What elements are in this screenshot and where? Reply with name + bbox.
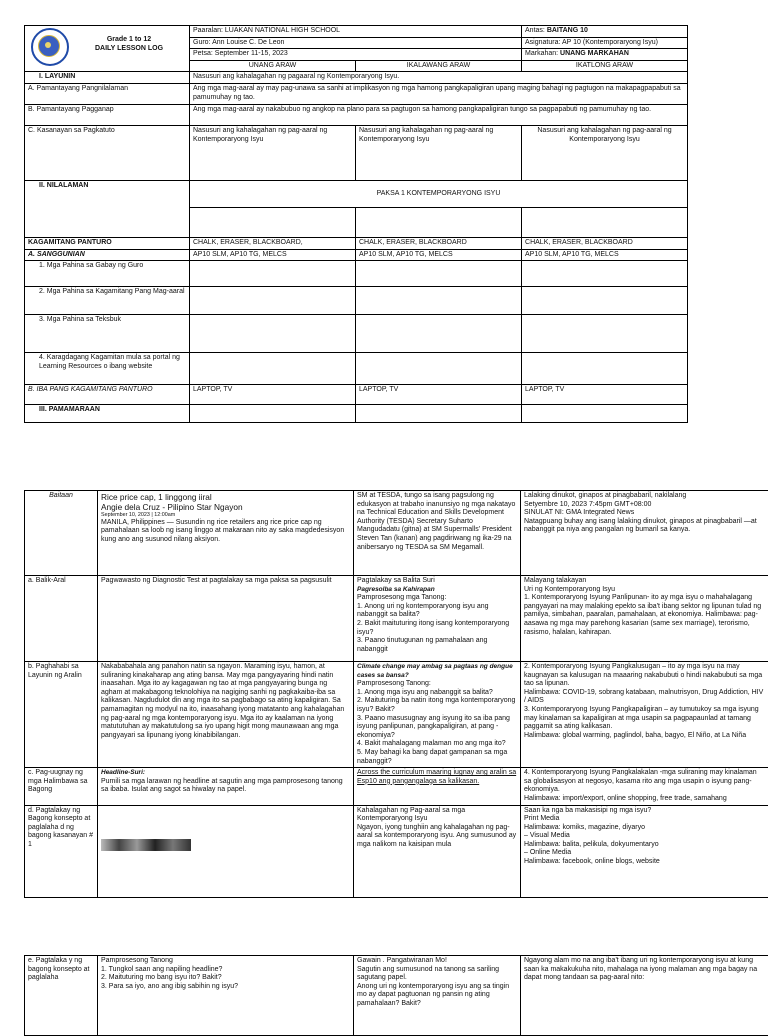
iba-day3: LAPTOP, TV bbox=[522, 385, 688, 405]
grade-title: Grade 1 to 12 bbox=[69, 36, 189, 45]
pagtalakay-label: d. Pagtalakay ng Bagong konsepto at paglalaha d ng bagong kasanayan # 1 bbox=[25, 805, 98, 897]
pag-uugnay-day3: 4. Kontemporaryong Isyung Pangkalakalan -mga suliraning may kinalaman sa globalisasyon at negosyo, kasama rito ang mga usapin o isyung pang-ekonomiya. Halimbawa: import/export, online shopping, free trade, samahang bbox=[521, 768, 768, 805]
pagtalakay-2-label: e. Pagtalaka y ng bagong konsepto at paglalaha bbox=[25, 956, 98, 1036]
karagdagang-day2 bbox=[356, 353, 522, 385]
pagganap-label: B. Pamantayang Pagganap bbox=[25, 104, 190, 125]
pangnilalaman-label: A. Pamantayang Pangnilalaman bbox=[25, 83, 190, 104]
pagtalakay-2-day1: Pamprosesong Tanong 1. Tungkol saan ang napiling headline? 2. Maituturing mo bang isyu ito? Bakit? 3. Para sa iyo, ano ang ibig sabihin ng isyu? bbox=[98, 956, 354, 1036]
sanggunian-day1: AP10 SLM, AP10 TG, MELCS bbox=[190, 249, 356, 261]
paksa-title: PAKSA 1 KONTEMPORARYONG ISYU bbox=[190, 180, 688, 207]
nilalaman-label: II. NILALAMAN bbox=[25, 180, 190, 237]
balik-aral-day3: Malayang talakayan Uri ng Kontemporaryong Isyu 1. Kontemporaryong Isyung Panlipunan- ito ay mga isyu o mahahalagang pangyayari na may malaking epekto sa iba't ibang sektor ng lipunan tulad ng pamilya, simbahan, paaralan, pamahalaan, at ekonomiya. Halimbawa: pag-aasawa ng mga may parehong kasarian (same sex marriage), terorismo, rasismo, halalan, kahirapan. bbox=[521, 576, 768, 662]
pagtalakay-day1 bbox=[98, 805, 354, 897]
iba-day2: LAPTOP, TV bbox=[356, 385, 522, 405]
teksbuk-label: 3. Mga Pahina sa Teksbuk bbox=[25, 315, 190, 353]
karagdagang-label: 4. Karagdagang Kagamitan mula sa portal ng Learning Resources o ibang website bbox=[25, 353, 190, 385]
balik-aral-day1: Pagwawasto ng Diagnostic Test at pagtalakay sa mga paksa sa pagsusulit bbox=[98, 576, 354, 662]
karagdagang-day1 bbox=[190, 353, 356, 385]
pag-uugnay-day2: Across the curriculum maaring iugnay ang aralin sa Esp10 ang pangangalaga sa kalikasan. bbox=[354, 768, 521, 805]
pagtalakay-2-day2: Gawain . Pangatwiranan Mo! Sagutin ang sumusunod na tanong sa sariling sagutang papel. Anong uri ng kontemporaryong isyu ang sa tingin mo ay dapat pagtuonan ng pansin ng ating pamahalaan? Bakit? bbox=[354, 956, 521, 1036]
sanggunian-day3: AP10 SLM, AP10 TG, MELCS bbox=[522, 249, 688, 261]
pamamaraan-day1 bbox=[190, 405, 356, 423]
antas-field: Antas: BAITANG 10 bbox=[522, 26, 688, 38]
iba-pang-label: B. IBA PANG KAGAMITANG PANTURO bbox=[25, 385, 190, 405]
procedure-table bbox=[24, 490, 768, 898]
day-2-header: IKALAWANG ARAW bbox=[356, 60, 522, 72]
pag-uugnay-label: c. Pag-uugnay ng mga Halimbawa sa Bagong bbox=[25, 768, 98, 805]
kagamitang-day3 bbox=[522, 287, 688, 315]
nilalaman-day2 bbox=[356, 207, 522, 237]
sanggunian-day2: AP10 SLM, AP10 TG, MELCS bbox=[356, 249, 522, 261]
kagamitan-day1: CHALK, ERASER, BLACKBOARD, bbox=[190, 237, 356, 249]
kagamitan-day2: CHALK, ERASER, BLACKBOARD bbox=[356, 237, 522, 249]
paaralan-field: Paaralan: LUAKAN NATIONAL HIGH SCHOOL bbox=[190, 26, 522, 38]
kagamitan-day3: CHALK, ERASER, BLACKBOARD bbox=[522, 237, 688, 249]
balik-aral-day2: Pagtalakay sa Balita Suri Pagresolba sa Kahirapan Pamprosesong mga Tanong: 1. Anong uri ng kontemporaryong isyu ang nabanggit sa balita? 2. Bakit maituturing itong isang kontemporaryong isyu? 3. Paano tinutugunan ng pamahalaan ang nabanggit bbox=[354, 576, 521, 662]
gabay-day2 bbox=[356, 261, 522, 287]
paghahabi-day3: 2. Kontemporaryong Isyung Pangkalusugan – ito ay mga isyu na may kaugnayan sa kalusugan na maaaring nakabubuti o hindi nakabubuti sa mga tao sa lipunan. Halimbawa: COVID-19, sobrang katabaan, malnutrisyon, Drug Addiction, HIV / AIDS 3. Kontemporaryong Isyung Pangkapaligiran – ay tumutukoy sa mga isyung may kinalaman sa kapaligiran at mga usapin sa pagpapaunlad at tamang paggamit sa ating kalikasan. Halimbawa: global warming, paglindol, baha, bagyo, El Niño, at La Niña bbox=[521, 662, 768, 768]
guro-field: Guro: Ann Louise C. De Leon bbox=[190, 37, 522, 49]
asignatura-field: Asignatura: AP 10 (Kontemporaryong Isyu) bbox=[522, 37, 688, 49]
pamamaraan-label: III. PAMAMARAAN bbox=[25, 405, 190, 423]
sanggunian-label: A. SANGGUNIAN bbox=[25, 249, 190, 261]
karagdagang-day3 bbox=[522, 353, 688, 385]
kasanayan-day1: Nasusuri ang kahalagahan ng pag-aaral ng Kontemporaryong Isyu bbox=[190, 125, 356, 180]
pagganap-text: Ang mga mag-aaral ay nakabubuo ng angkop na plano para sa pagtugon sa hamong pangkapaligiran tungo sa pagpapabuti ng pamumuhay ng tao. bbox=[190, 104, 688, 125]
layunin-text: Nasusuri ang kahalagahan ng pagaaral ng Kontemporaryong Isyu. bbox=[190, 72, 688, 84]
deped-seal-logo bbox=[31, 28, 69, 66]
kagamitan-label: KAGAMITANG PANTURO bbox=[25, 237, 190, 249]
pag-uugnay-day1: Headline-Suri: Pumili sa mga larawan ng headline at sagutin ang mga pamprosesong tanong sa ibaba. Isulat ang sagot sa hiwalay na papel. bbox=[98, 768, 354, 805]
headline-photo bbox=[101, 839, 191, 851]
paghahabi-day2: Climate change may ambag sa pagtaas ng dengue cases sa bansa? Pamprosesong Tanong: 1. Anong mga isyu ang nabanggit sa balita? 2. Maituturing ba natin itong mga kontemporaryong isyu? Bakit? 3. Paano masusugnay ang isyung ito sa iba pang isyung panlipunan, pangkapaligiran, at pang -ekonomiya? 4. Bakit mahalagang malaman mo ang mga ito? 5. May bahagi ka bang dapat gampanan sa mga nabanggit? bbox=[354, 662, 521, 768]
kagamitang-day1 bbox=[190, 287, 356, 315]
markahan-field: Markahan: UNANG MARKAHAN bbox=[522, 49, 688, 61]
pagtalakay-day2: Kahalagahan ng Pag-aaral sa mga Kontemporaryong Isyu Ngayon, iyong tunghiin ang kahalagahan ng pag-aaral sa kontemporaryong isyu. Ang sumusunod ay mga nalikom na kaisipan mula bbox=[354, 805, 521, 897]
petsa-field: Petsa: September 11-15, 2023 bbox=[190, 49, 522, 61]
layunin-label: I. LAYUNIN bbox=[25, 72, 190, 84]
gabay-day3 bbox=[522, 261, 688, 287]
day-3-header: IKATLONG ARAW bbox=[522, 60, 688, 72]
teksbuk-day2 bbox=[356, 315, 522, 353]
teksbuk-day1 bbox=[190, 315, 356, 353]
iba-day1: LAPTOP, TV bbox=[190, 385, 356, 405]
baitaan-day3: Lalaking dinukot, ginapos at pinagbabaril, nakilalang Setyembre 10, 2023 7:45pm GMT+08:00 SINULAT NI: GMA Integrated News Natagpuang buhay ang isang lalaking dinukot, ginapos at pinagbabaril —at nabanggit pa niya ang pangalan ng bumaril sa kanya. bbox=[521, 491, 768, 576]
school-logo-cell bbox=[25, 26, 190, 72]
log-title: DAILY LESSON LOG bbox=[69, 45, 189, 54]
gabay-day1 bbox=[190, 261, 356, 287]
kasanayan-day2: Nasusuri ang kahalagahan ng pag-aaral ng Kontemporaryong Isyu bbox=[356, 125, 522, 180]
day-1-header: UNANG ARAW bbox=[190, 60, 356, 72]
kasanayan-day3: Nasusuri ang kahalagahan ng pag-aaral ng Kontemporaryong Isyu bbox=[522, 125, 688, 180]
pagtalakay-2-day3: Ngayong alam mo na ang iba't ibang uri ng kontemporaryong isyu at kung saan ka makakukuha nito, mahalaga na iyong malaman ang mga bagay na dapat mong tandaan sa pag-aaral nito: bbox=[521, 956, 768, 1036]
teksbuk-day3 bbox=[522, 315, 688, 353]
baitaan-day1: Rice price cap, 1 linggong iiral Angie dela Cruz - Pilipino Star Ngayon September 10, 2023 | 12:00am MANILA, Philippines — Susundin ng rice retailers ang rice price cap ng pamahalaan sa loob ng isang linggo at makaraan nito ay saka magdedesisyon kung ano ang susunod nilang aksiyon. bbox=[98, 491, 354, 576]
kagamitang-day2 bbox=[356, 287, 522, 315]
kagamitang-pang-label: 2. Mga Pahina sa Kagamitang Pang Mag-aaral bbox=[25, 287, 190, 315]
baitaan-label: Baitaan bbox=[25, 491, 98, 576]
baitaan-day2: SM at TESDA, tungo sa isang pagsulong ng edukasyon at trabaho inanunsiyo ng mga nakatayo na Technical Education and Skills Development Authority (TESDA) Secretary Suharto Mangudadatu (gitna) at SM Supermalls' President Steven Tan (kanan) ang pagdiriwang ng ika-29 na anibersaryo ng TESDA sa SM Megamall. bbox=[354, 491, 521, 576]
pangnilalaman-text: Ang mga mag-aaral ay may pag-unawa sa sanhi at implikasyon ng mga hamong pangkapaligiran upang maging bahagi ng pagtugon na makapagpapabuti sa pamumuhay ng tao. bbox=[190, 83, 688, 104]
dll-table bbox=[24, 25, 688, 423]
pamamaraan-day3 bbox=[522, 405, 688, 423]
pamamaraan-day2 bbox=[356, 405, 522, 423]
paghahabi-label: b. Paghahabi sa Layunin ng Aralin bbox=[25, 662, 98, 768]
paghahabi-day1: Nakababahala ang panahon natin sa ngayon. Maraming isyu, hamon, at suliraning kinakaharap ang ating bansa. May mga pangyayaring hindi natin inaasahan. Mga ito ay kagagawan ng tao at mga pangyayaring bunga ng agham at makabagong teknolohiya na nagiging sanhi ng pagkakaiba-iba sa kalikasan. Nagdudulot din ang mga ito sa pagbabago sa ating kapaligiran. Sa pamamagitan ng modyul na ito, inaasahang iyong matatanto ang kahalagahan ng pag-aaral ng mga kontemporaryong isyu. Mga ito ay kaalaman na iyong matututuhan ay makatutulong sa iyo upang higit mong maunawaan ang mga pangyayari sa lipunang iyong kinabibilangan. bbox=[98, 662, 354, 768]
gabay-label: 1. Mga Pahina sa Gabay ng Guro bbox=[25, 261, 190, 287]
kasanayan-label: C. Kasanayan sa Pagkatuto bbox=[25, 125, 190, 180]
balik-aral-label: a. Balik-Aral bbox=[25, 576, 98, 662]
pagtalakay-day3: Saan ka nga ba makasisipi ng mga isyu? Print Media Halimbawa: komiks, magazine, diyaryo – Visual Media Halimbawa: balita, pelikula, dokyumentaryo – Online Media Halimbawa: facebook, online blogs, website bbox=[521, 805, 768, 897]
nilalaman-day3 bbox=[522, 207, 688, 237]
nilalaman-day1 bbox=[190, 207, 356, 237]
